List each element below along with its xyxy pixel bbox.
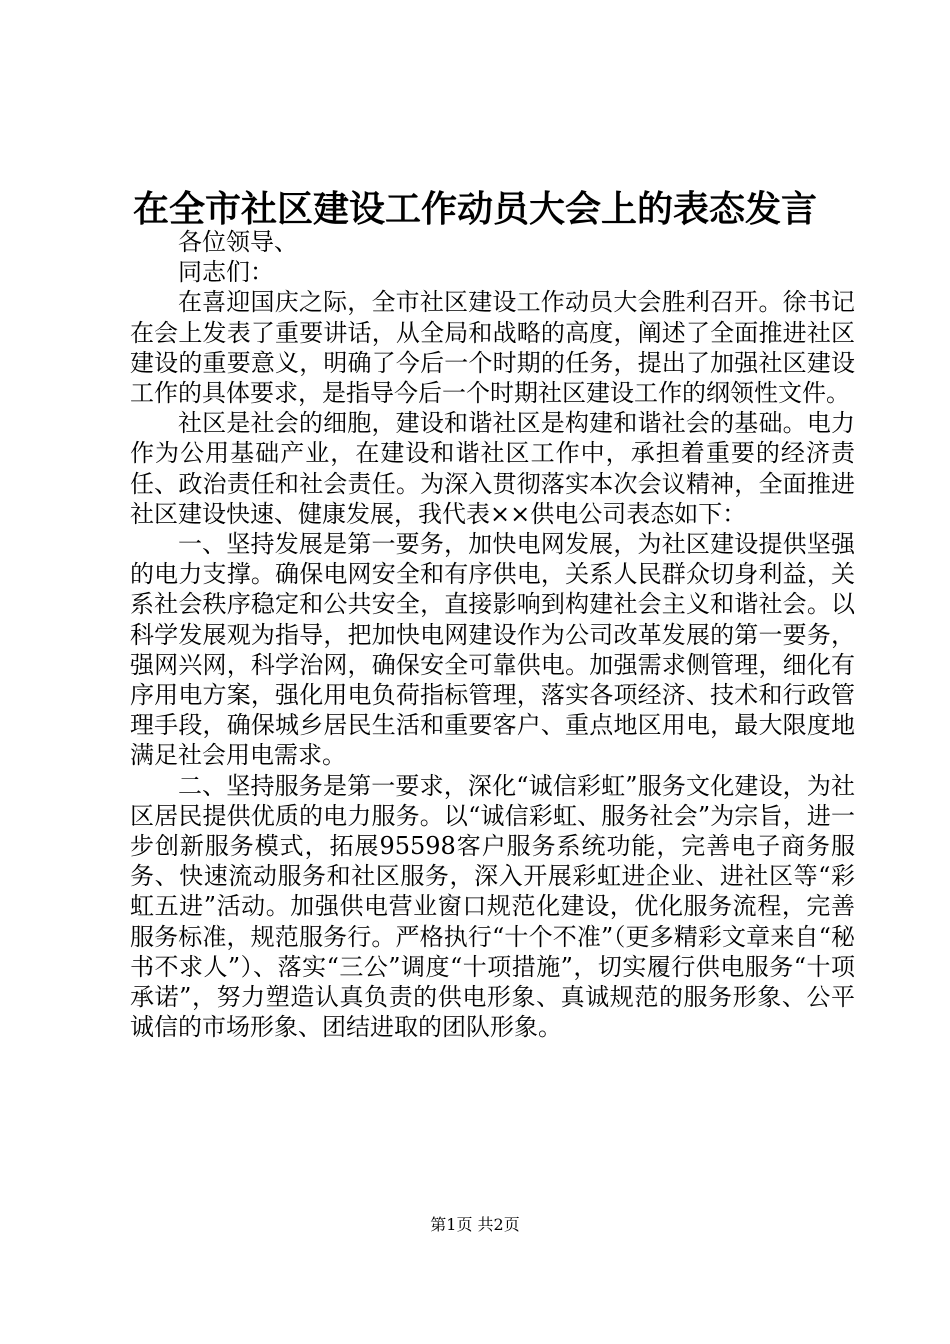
page-footer: 第1页 共2页 [430,1215,520,1234]
paragraph-opening: 在喜迎国庆之际，全市社区建设工作动员大会胜利召开。徐书记在会上发表了重要讲话，从全局和战略的高度，阐述了全面推进社区建设的重要意义，明确了今后一个时期的任务，提出了加强社区建设工作的具体要求，是指导今后一个时期社区建设工作的纲领性文件。 [130,288,855,408]
paragraph-point-one: 一、坚持发展是第一要务，加快电网发展，为社区建设提供坚强的电力支撑。确保电网安全和有序供电，关系人民群众切身利益，关系社会秩序稳定和公共安全，直接影响到构建社会主义和谐社会。以科学发展观为指导，把加快电网建设作为公司改革发展的第一要务，强网兴网，科学治网，确保安全可靠供电。加强需求侧管理，细化有序用电方案，强化用电负荷指标管理，落实各项经济、技术和行政管理手段，确保城乡居民生活和重要客户、重点地区用电，最大限度地满足社会用电需求。 [130,530,855,770]
salutation-line-1: 各位领导、 [178,228,298,256]
document-title: 在全市社区建设工作动员大会上的表态发言 [132,188,817,230]
paragraph-community: 社区是社会的细胞，建设和谐社区是构建和谐社会的基础。电力作为公用基础产业，在建设和谐社区工作中，承担着重要的经济责任、政治责任和社会责任。为深入贯彻落实本次会议精神，全面推进社区建设快速、健康发展，我代表××供电公司表态如下： [130,409,855,528]
salutation-line-2: 同志们： [178,258,274,287]
paragraph-point-two: 二、坚持服务是第一要求，深化“诚信彩虹”服务文化建设，为社区居民提供优质的电力服务。以“诚信彩虹、服务社会”为宗旨，进一步创新服务模式，拓展95598客户服务系统功能，完善电子商务服务、快速流动服务和社区服务，深入开展彩虹进企业、进社区等“彩虹五进”活动。加强供电营业窗口规范化建设，优化服务流程，完善服务标准，规范服务行。严格执行“十个不准”（更多精彩文章来自“秘书不求人”）、落实“三公”调度“十项措施”，切实履行供电服务“十项承诺”，努力塑造认真负责的供电形象、真诚规范的服务形象、公平诚信的市场形象、团结进取的团队形象。 [130,771,855,1042]
document-body [130,227,855,1042]
